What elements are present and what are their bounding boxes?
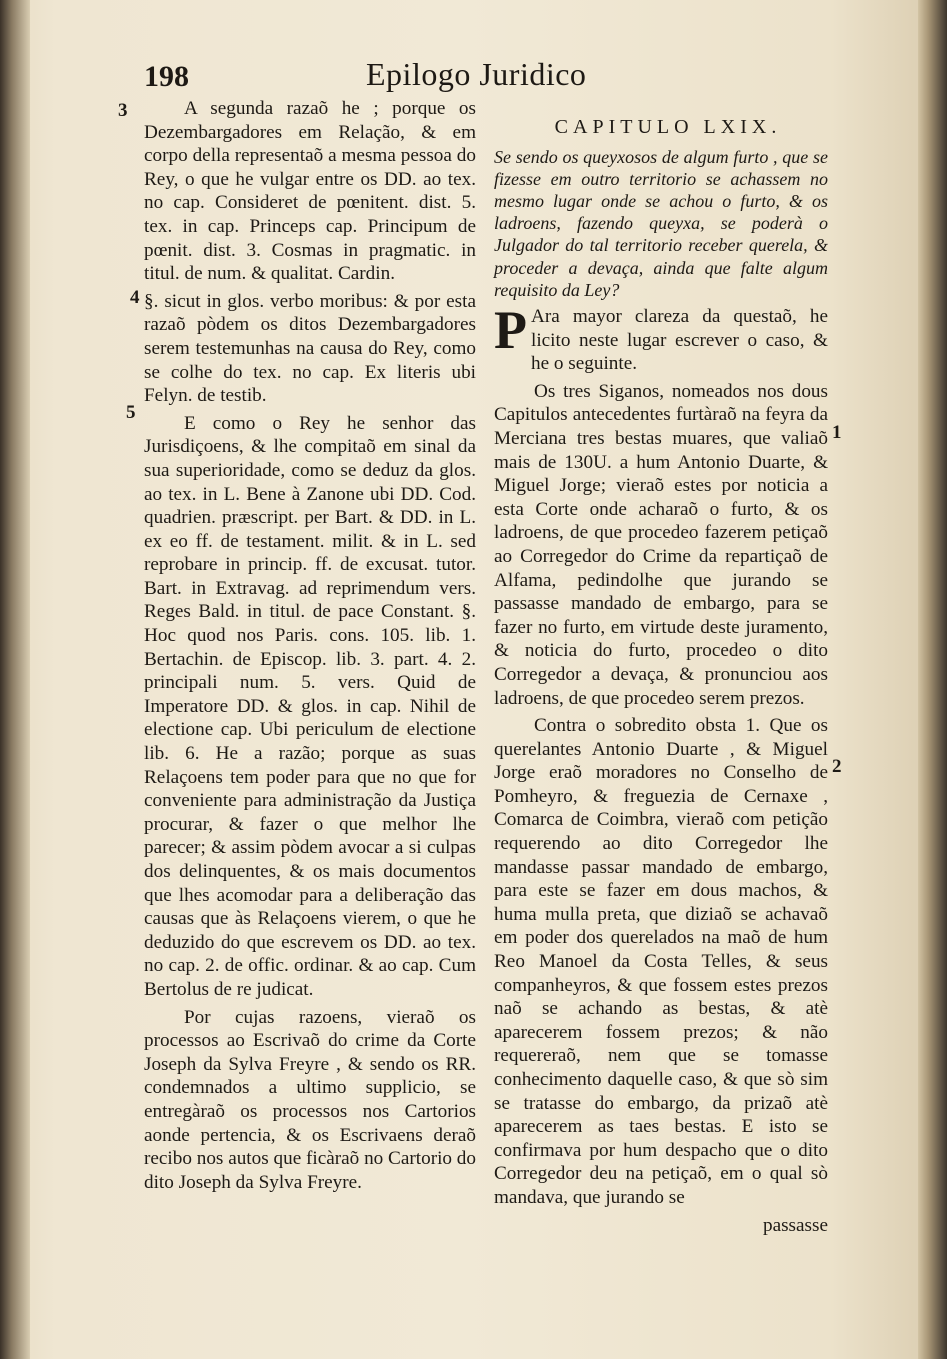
binding-gutter xyxy=(0,0,30,1359)
page-edge xyxy=(918,0,947,1359)
intro-text: Ara mayor clareza da questaõ, he licito neste lugar escrever o caso, & he o seguinte. xyxy=(531,306,828,375)
paragraph-1: Os tres Siganos, nomeados nos dous Capitulos antecedentes furtàraõ na feyra da Merciana tres bestas muares, que valiaõ mais de 130U. a hum Antonio Duarte, & Miguel Jorge; vieraõ estes por noticia a esta Corte onde acharaõ o furto, & os ladroens, de que procedeo fazerem petiçaõ ao Corregedor do Crime da repartiçaõ de Alfama, pedindolhe que jurando se passasse mandado de embargo, para se fazer no furto, em virtude deste juramento, & noticia do furto, procedeo o dito Corregedor a devaça, & pronunciou aos ladroens, de que procedeo serem prezos. xyxy=(494,380,828,709)
paragraph-3: A segunda razaõ he ; porque os Dezembargadores em Relação, & em corpo della representaõ a mesma pessoa do Rey, o que he vulgar entre os DD. ao tex. no cap. Consideret de pœnitent. dist. 5. tex. in cap. Princeps cap. Principum de pœnit. dist. 3. Cosmas in pragmatic. in titul. de num. & qualitat. Cardin. xyxy=(144,98,476,285)
margin-number-2: 2 xyxy=(832,756,842,777)
paragraph-6: Por cujas razoens, vieraõ os processos ao Escrivaõ do crime da Corte Joseph da Sylva Freyre , & sendo os RR. condemnados a ultimo supplicio, se entregàraõ os processos nos Cartorios aonde pertencia, & os Escrivaens deraõ recibo nos autos que ficàraõ no Cartorio do dito Joseph da Sylva Freyre. xyxy=(144,1006,476,1193)
right-column xyxy=(494,116,828,1237)
running-title: Epilogo Juridico xyxy=(366,56,587,92)
margin-number-3: 3 xyxy=(118,100,128,121)
paragraph-5: E como o Rey he senhor das Jurisdiçoens, & lhe compitaõ em sinal da sua superioridade, como se deduz da glos. ao tex. in L. Bene à Zanone ubi DD. Cod. quadrien. præscript. per Bart. & DD. in L. ex eo ff. de testament. milit. & in L. sed reprobare in princip. ff. de excusat. tutor. Bart. in Extravag. ad reprimendum vers. Reges Bald. in titul. de pace Constant. §. Hoc quod nos Paris. cons. 105. lib. 1. Bertachin. de Episcop. lib. 3. part. 4. 2. principali num. 5. vers. Quid de Imperatore DD. & glos. in cap. Nihil de electione cap. Ubi periculum de electione lib. 6. He a razão; porque as suas Relaçoens tem poder para que no que for conveniente para administração da Justiça procurar, & fazer o que melhor lhe parecer; & assim pòdem avocar a si culpas dos delinquentes, & os mais documentos que lhes acomodar para a deliberação das causas que às Relaçoens vierem, o que he deduzido do que escrevem os DD. ao tex. no cap. 2. de offic. ordinar. & ao cap. Cum Bertolus de re judicat. xyxy=(144,412,476,1000)
margin-number-1: 1 xyxy=(832,422,842,443)
chapter-summary: Se sendo os queyxosos de algum furto , que se fizesse em outro territorio se achassem no mesmo lugar onde se achou o furto, & os ladroens, fazendo queyxa, se poderà o Julgador do tal territorio receber querela, & proceder a devaça, ainda que falte algum requisito da Ley? xyxy=(494,146,828,300)
paragraph-2: Contra o sobredito obsta 1. Que os querelantes Antonio Duarte , & Miguel Jorge eraõ moradores no Conselho de Pomheyro, & freguezia de Cernaxe , Comarca de Coimbra, vieraõ com petição requerendo ao dito Corregedor lhe mandasse passar mandado de embargo, para este se fazer em dous machos, & huma mulla preta, que diziaõ se achavaõ em poder dos querelados na maõ de hum Reo Manoel da Costa Telles, & seus companheyros, & que fossem estes prezos naõ se achando as bestas, & atè aparecerem fossem prezos; & não requereraõ, nem que se tomasse conhecimento daquelle caso, & que sò sim se tratasse do embargo, da prizaõ atè aparecerem as taes bestas. E isto se confirmava por hum despacho que o dito Corregedor deu na petiçaõ, em o qual sò mandava, que jurando se xyxy=(494,715,828,1208)
margin-number-5: 5 xyxy=(126,402,136,423)
paragraph-4: §. sicut in glos. verbo moribus: & por esta razaõ pòdem os ditos Dezembargadores serem testemunhas na causa do Rey, como se colhe do tex. no cap. Ex literis ubi Felyn. de testib. xyxy=(144,290,476,407)
margin-number-4: 4 xyxy=(130,287,140,308)
page-number: 198 xyxy=(144,60,189,93)
left-column xyxy=(144,97,476,1198)
catchword: passasse xyxy=(762,1214,828,1236)
intro-paragraph xyxy=(494,300,828,376)
drop-cap: P xyxy=(494,300,527,361)
chapter-heading: CAPITULO LXIX. xyxy=(554,116,782,138)
